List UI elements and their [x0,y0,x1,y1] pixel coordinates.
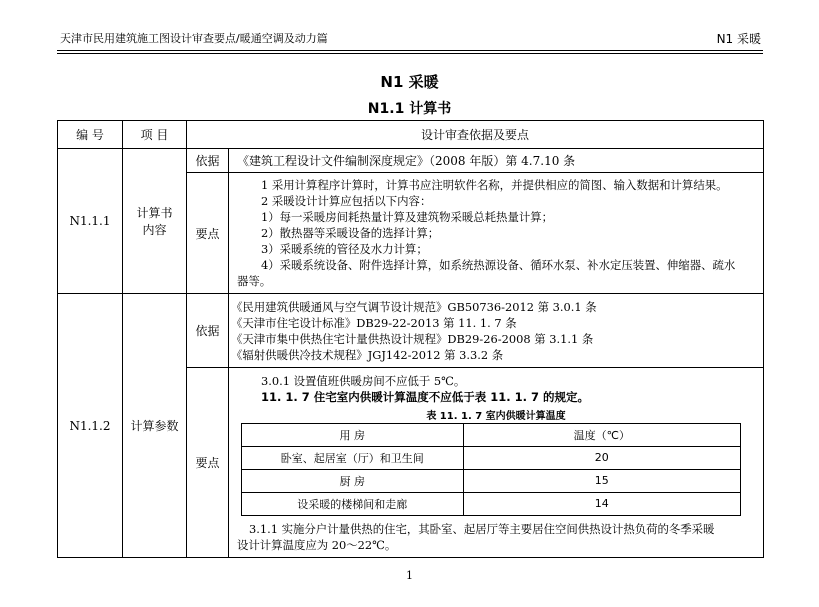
page-number: 1 [406,569,413,582]
point-line: 1）每一采暖房间耗热量计算及建筑物采暖总耗热量计算； [261,210,554,224]
basis-line: 《天津市住宅设计标准》DB29-22-2013 第 11. 1. 7 条 [231,315,517,330]
table-header-row [58,121,764,149]
running-header-chapter: N1 采暖 [716,32,761,46]
chapter-title: N1 采暖 [380,73,439,91]
header-basis: 设计审查依据及要点 [187,121,764,149]
header-num: 编 号 [58,121,123,149]
subtable-cell: 设采暖的楼梯间和走廊 [242,492,464,515]
basis-line: 《天津市集中供热住宅计量供热设计规程》DB29-26-2008 第 3.1.1 条 [231,331,594,346]
point-line: 1 采用计算程序计算时，计算书应注明软件名称，并提供相应的简图、输入数据和计算结果。 [261,178,728,192]
subtable-row [242,469,741,492]
basis-text: 《建筑工程设计文件编制深度规定》（2008 年版）第 4.7.10 条 [229,149,764,173]
subtable-row [242,492,741,515]
subtable-cell: 厨 房 [242,469,464,492]
subtable-header: 用 房 [242,423,464,446]
point-line: 器等。 [237,274,272,288]
header-item: 项 目 [123,121,187,149]
subtable-row [242,446,741,469]
subtable-caption: 表 11. 1. 7 室内供暖计算温度 [426,410,566,422]
table-row [58,294,764,368]
points-cell [229,173,764,294]
points-label: 要点 [187,368,229,558]
points-cell [229,368,764,558]
basis-line: 《辐射供暖供冷技术规程》JGJ142-2012 第 3.3.2 条 [231,347,504,362]
basis-line: 《民用建筑供暖通风与空气调节设计规范》GB50736-2012 第 3.0.1 条 [231,299,597,314]
row-item: 计算参数 [123,294,187,558]
subtable-cell: 20 [463,446,740,469]
temperature-table [241,423,741,516]
point-line-bold: 11. 1. 7 住宅室内供暖计算温度不应低于表 11. 1. 7 的规定。 [261,389,590,404]
subtable-cell: 卧室、起居室（厅）和卫生间 [242,446,464,469]
subtable-cell: 14 [463,492,740,515]
point-line: 设计计算温度应为 20～22℃。 [237,537,397,552]
row-number: N1.1.1 [58,149,123,294]
point-line: 2）散热器等采暖设备的选择计算； [261,226,440,240]
subtable-cell: 15 [463,469,740,492]
row-item-line: 内容 [142,223,167,237]
review-table [57,120,764,558]
point-line: 3.1.1 实施分户计量供热的住宅，其卧室、起居厅等主要居住空间供热设计热负荷的冬季采暖 [249,521,715,536]
row-number: N1.1.2 [58,294,123,558]
basis-cell [229,294,764,368]
points-label: 要点 [187,173,229,294]
subtable-header-row [242,423,741,446]
row-item [123,149,187,294]
subtable-header: 温度（℃） [463,423,740,446]
header-rule [57,50,763,51]
point-line: 3）采暖系统的管径及水力计算； [261,242,428,256]
basis-label: 依据 [187,294,229,368]
point-line: 3.0.1 设置值班供暖房间不应低于 5℃。 [261,373,466,388]
header-rule-secondary [57,53,763,54]
row-item-line: 计算书 [136,206,173,220]
section-title: N1.1 计算书 [367,101,452,117]
running-header-title: 天津市民用建筑施工图设计审查要点/暖通空调及动力篇 [60,32,328,45]
basis-label: 依据 [187,149,229,173]
point-line: 4）采暖系统设备、附件选择计算，如系统热源设备、循环水泵、补水定压装置、伸缩器、疏水 [261,258,736,272]
table-row [58,149,764,173]
point-line: 2 采暖设计计算应包括以下内容： [261,194,432,208]
